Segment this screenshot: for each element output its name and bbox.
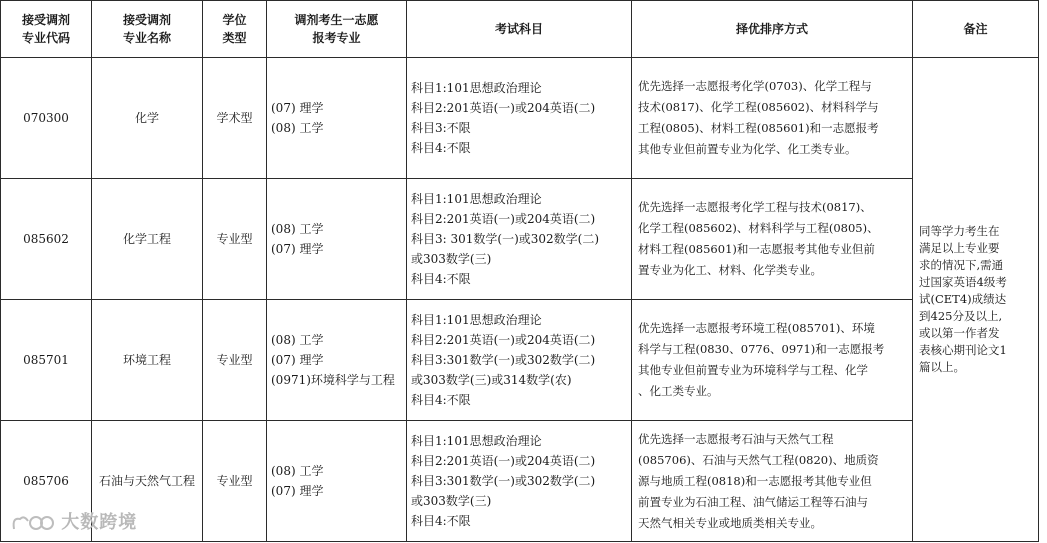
cell-name: 化学 [92, 58, 203, 179]
cell-remarks: 同等学力考生在 满足以上专业要 求的情况下,需通 过国家英语4级考 试(CET4)成绩达 到425分及以上, 或以第一作者发 表核心期刊论文1 篇以上。 [913, 58, 1039, 542]
cell-first-choice: (08) 工学 (07) 理学 [267, 421, 407, 542]
cell-name: 石油与天然气工程 [92, 421, 203, 542]
cell-code: 085701 [1, 300, 92, 421]
cell-degree: 学术型 [203, 58, 267, 179]
header-code: 接受调剂 专业代码 [1, 1, 92, 58]
table-row [1, 300, 1039, 421]
cell-subjects: 科目1:101思想政治理论 科目2:201英语(一)或204英语(二) 科目3:301数学(一)或302数学(二) 或303数学(三) 科目4:不限 [407, 421, 632, 542]
cell-ranking: 优先选择一志愿报考化学工程与技术(0817)、 化学工程(085602)、材料科学与工程(0805)、 材料工程(085601)和一志愿报考其他专业但前 置专业为化工、材料、化学类专业。 [632, 179, 913, 300]
cell-first-choice: (08) 工学 (07) 理学 [267, 179, 407, 300]
cell-subjects: 科目1:101思想政治理论 科目2:201英语(一)或204英语(二) 科目3:301数学(一)或302数学(二) 或303数学(三)或314数学(农) 科目4:不限 [407, 300, 632, 421]
header-first-choice: 调剂考生一志愿 报考专业 [267, 1, 407, 58]
watermark [10, 508, 137, 534]
header-degree: 学位 类型 [203, 1, 267, 58]
cell-name: 环境工程 [92, 300, 203, 421]
cell-code: 085602 [1, 179, 92, 300]
cell-ranking: 优先选择一志愿报考石油与天然气工程 (085706)、石油与天然气工程(0820)、地质资 源与地质工程(0818)和一志愿报考其他专业但 前置专业为石油工程、油气储运工程等石油与 天然气相关专业或地质类相关专业。 [632, 421, 913, 542]
header-name: 接受调剂 专业名称 [92, 1, 203, 58]
cell-code: 070300 [1, 58, 92, 179]
cell-ranking: 优先选择一志愿报考化学(0703)、化学工程与 技术(0817)、化学工程(085602)、材料科学与 工程(0805)、材料工程(085601)和一志愿报考 其他专业但前置专业为化学、化工类专业。 [632, 58, 913, 179]
cell-degree: 专业型 [203, 421, 267, 542]
cell-subjects: 科目1:101思想政治理论 科目2:201英语(一)或204英语(二) 科目3: 301数学(一)或302数学(二) 或303数学(三) 科目4:不限 [407, 179, 632, 300]
watermark-logo-icon [10, 513, 54, 533]
cell-degree: 专业型 [203, 300, 267, 421]
watermark-text: 大数跨境 [61, 512, 138, 533]
table-row [1, 179, 1039, 300]
table-row [1, 421, 1039, 542]
cell-ranking: 优先选择一志愿报考环境工程(085701)、环境 科学与工程(0830、0776、0971)和一志愿报考 其他专业但前置专业为环境科学与工程、化学 、化工类专业。 [632, 300, 913, 421]
header-subjects: 考试科目 [407, 1, 632, 58]
cell-name: 化学工程 [92, 179, 203, 300]
cell-code: 085706 [1, 421, 92, 542]
cell-subjects: 科目1:101思想政治理论 科目2:201英语(一)或204英语(二) 科目3:不限 科目4:不限 [407, 58, 632, 179]
cell-first-choice: (07) 理学 (08) 工学 [267, 58, 407, 179]
header-remarks: 备注 [913, 1, 1039, 58]
cell-first-choice: (08) 工学 (07) 理学 (0971)环境科学与工程 [267, 300, 407, 421]
header-row [1, 1, 1039, 58]
cell-degree: 专业型 [203, 179, 267, 300]
table-row [1, 58, 1039, 179]
header-ranking: 择优排序方式 [632, 1, 913, 58]
